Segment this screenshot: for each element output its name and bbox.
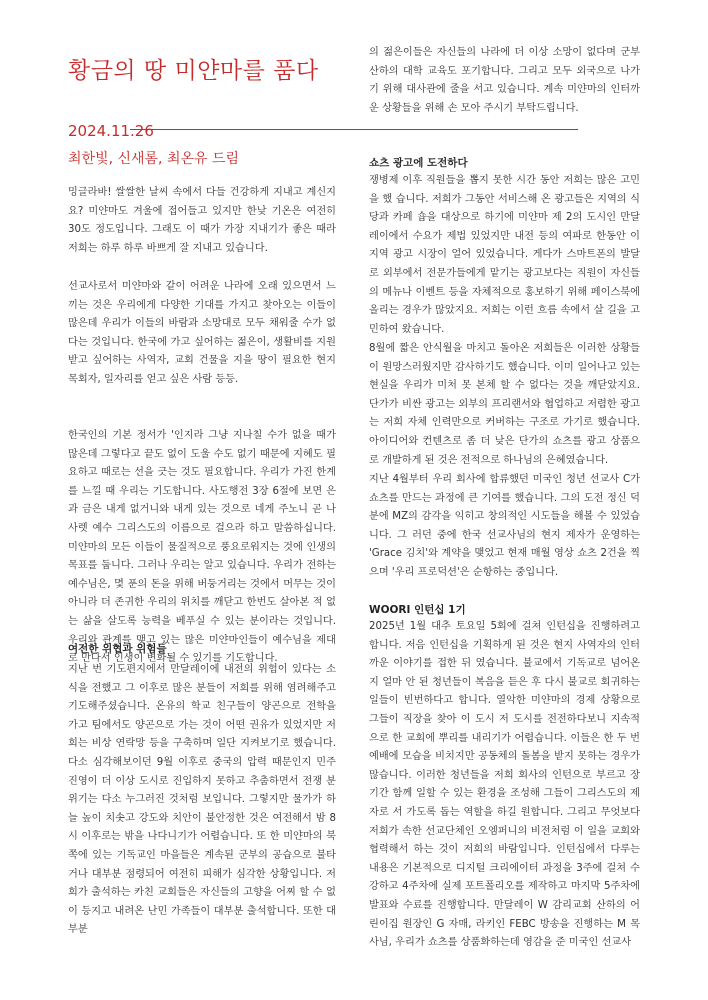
left-paragraph-4: 지난 번 기도편지에서 만달레이에 내전의 위험이 있다는 소식을 전했고 그 이후로 많은 분들이 저희를 위해 염려해주고 기도해주셨습니다. 온유의 학교 친구들이 양곤으로 전학을 가고 팀에서도 양곤으로 가는 것이 어떤 권유가 있었지만 저희는 비상 연락망 등을 구축하며 일단 지켜보기로 했습니다. 다소 심각해보이던 9월 이후로 중국의 압력 때문인지 민주 진영이 더 이상 도시로 진입하지 못하고 추춤하면서 전쟁 분위기는 다소 누그러진 것처럼 보입니다. 그렇지만 물가가 하늘 높이 치솟고 강도와 치안이 불안정한 것은 여전해서 밤 8시 이후로는 밖을 나다니기가 어렵습니다. 또 한 미얀마의 북쪽에 있는 기독교인 마을들은 계속된 군부의 공습으로 불타거나 대부분 점령되어 여전히 피해가 심각한 상황입니다. 저희가 출석하는 카친 교회들은 자신들의 고향을 어찌 할 수 없이 등지고 내려온 난민 가족들이 대부분 출석합니다. 또한 대부분 (68, 664, 336, 936)
right-paragraph-4: 지난 4월부터 우리 회사에 합류했던 미국인 청년 선교사 C가 쇼츠를 만드는 과정에 큰 기여를 했습니다. 그의 도전 정신 덕분에 MZ의 감각을 익히고 창의적인 시도들을 해볼 수 있었습니다. 그 러던 중에 한국 선교사님의 현지 제자가 운영하는 'Grace 김치'와 계약을 맺었고 현재 매월 영상 쇼츠 2건을 찍으며 '우리 프로덕션'은 순항하는 중입니다. (369, 474, 640, 578)
left-paragraph-2: 선교사로서 미얀마와 같이 어려운 나라에 오래 있으면서 느끼는 것은 우리에게 다양한 기대를 가지고 찾아오는 이들이 많은데 우리가 이들의 바람과 소망대로 모두 채워줄 수가 없다는 것입니다. 한국에 가고 싶어하는 젊은이, 생활비를 지원받고 싶어하는 사역자, 교회 건물을 지을 땅이 필요한 현지 목회자, 일자리를 얻고 싶은 사람 등등. (68, 281, 336, 385)
date-rule (130, 129, 578, 130)
document-date: 2024.11.26 (68, 122, 154, 140)
right-paragraph-5: 2025년 1월 대추 토요일 5회에 걸쳐 인턴십을 진행하려고 합니다. 저음 인턴십을 기획하게 된 것은 현지 사역자의 인터까운 이야기를 접한 뒤 였습니다. 불교에서 기독교로 넘어온 지 얼마 안 된 청년들이 복음을 듣은 후 다시 불교로 회귀하는 일들이 빈번하다고 합니다. 열악한 미얀마의 경제 상황으로 그들이 직장을 찾아 이 도시 저 도시를 전전하다보니 지속적으로 한 교회에 뿌리를 내리기가 어렵습니다. 이들은 한 두 번 예배에 모습을 비치지만 공동체의 돌봄을 받지 못하는 경우가 많습니다. 이러한 청년들을 저희 회사의 인턴으로 부르고 장기간 함께 일할 수 있는 환경을 조성해 그들이 그리스도의 제자로 서 가도록 돕는 역할을 하길 원합니다. 그리고 무엇보다 저희가 속한 선교단체인 오엠퍼니의 비전처럼 이 일을 교회와 협력해서 하는 것이 저희의 바람입니다. 인턴십에서 다루는 내용은 기본적으로 디지털 크리에이터 과정을 3주에 걸쳐 수강하고 4주차에 실제 포트폴리오를 제작하고 마지막 5주차에 발표와 수료를 진행합니다. 만달레이 W 감리교회 산하의 어린이집 원장인 G 자매, 라키인 FEBC 방송을 진행하는 M 목사님, 우리가 쇼츠를 상품화하는데 영감을 준 미국인 선교사 (369, 621, 640, 949)
right-paragraph-3: 8월에 짧은 안식월을 마치고 돌아온 저희들은 이러한 상황들이 원망스러웠지만 감사하기도 했습니다. 이미 일어나고 있는 현실을 우리가 미처 못 본체 할 수 없다는 것을 깨닫았지요. 단가가 비싼 광고는 외부의 프리랜서와 협업하고 저렴한 광고는 저희 자체 인력만으로 커버하는 구조로 가기로 했습니다. 아이디어와 컨텐츠로 좀 더 낮은 단가의 쇼츠를 광고 상품으로 개발하게 된 것은 전적으로 하나님의 은혜였습니다. (369, 343, 640, 466)
left-intro: 밍글라바! 쌀쌀한 날씨 속에서 다들 건강하게 지내고 계신지요? 미얀마도 겨울에 접어들고 있지만 한낮 기온은 여전히 30도 정도입니다. 그래도 이 때가 가장 지내기가 좋은 때라 저희는 하루 하루 바쁘게 잘 지내고 있습니다. (68, 187, 336, 254)
document-title: 황금의 땅 미얀마를 품다 (68, 58, 319, 84)
right-paragraph-1: 의 젊은이들은 자신들의 나라에 더 이상 소망이 없다며 군부 산하의 대학 교육도 포기합니다. 그리고 모두 외국으로 나가기 위해 대사관에 줄을 서고 있습니다. 계속 미얀마의 인터까운 상황들을 위해 손 모아 주시기 부탁드립니다. (369, 47, 640, 114)
section-heading-internship: WOORI 인턴십 1기 (369, 604, 466, 616)
right-paragraph-2: 쟁병제 이후 직원들을 뽑지 못한 시간 동안 저희는 많은 고민을 했 습니다. 저희가 그동안 서비스해 온 광고들은 지역의 식당과 카페 숍을 대상으로 하기에 미얀마 제 2의 도시인 만달레이에서 수요가 제법 있었지만 내전 등의 여파로 한동안 이 지역 광고 시장이 얼어 있었습니다. 게다가 스마트폰의 발달로 외부에서 전문가들에게 맡기는 광고보다는 직원이 자신들의 메뉴나 이벤트 등을 자체적으로 홍보하기 위해 페이스북에 올리는 경우가 많았지요. 저희는 이런 흐름 속에서 살 길을 고민하여 왔습니다. (369, 175, 640, 335)
authors-line: 최한빛, 신새롬, 최온유 드림 (68, 151, 240, 167)
left-paragraph-3: 한국인의 기본 정서가 '인지라 그냥 지나칠 수가 없을 때가 많은데 그렇다고 끝도 없이 도울 수도 없기 때문에 지혜도 필요하고 때로는 선을 긋는 것도 필요합니다. 우리가 가진 한계를 느낄 때 우리는 기도합니다. 사도행전 3장 6절에 보면 은과 금은 내게 없거니와 내게 있는 것으로 네게 주노니 곧 나사렛 예수 그리스도의 이름으로 걸으라 하고 말씀하십니다. 미얀마의 모든 이들이 물질적으로 풍요로워지는 것에 인생의 목표를 둡니다. 그러나 우리는 알고 있습니다. 우리가 전하는 예수님은, 몇 푼의 돈을 위해 버둥거리는 것에서 머무는 것이 아니라 더 존귀한 우리의 위치를 깨닫고 한번도 살아본 적 없는 삶을 살도록 능력을 베푸실 수 있는 분이라는 것입니다. 우리와 관계를 맺고 있는 많은 미얀마인들이 예수님을 제대로 만나서 인생이 변화될 수 있기를 기도합니다. (68, 430, 336, 665)
section-heading-threats: 여전한 위협과 위험들 (68, 643, 167, 655)
section-heading-shorts: 쇼츠 광고에 도전하다 (369, 157, 468, 169)
